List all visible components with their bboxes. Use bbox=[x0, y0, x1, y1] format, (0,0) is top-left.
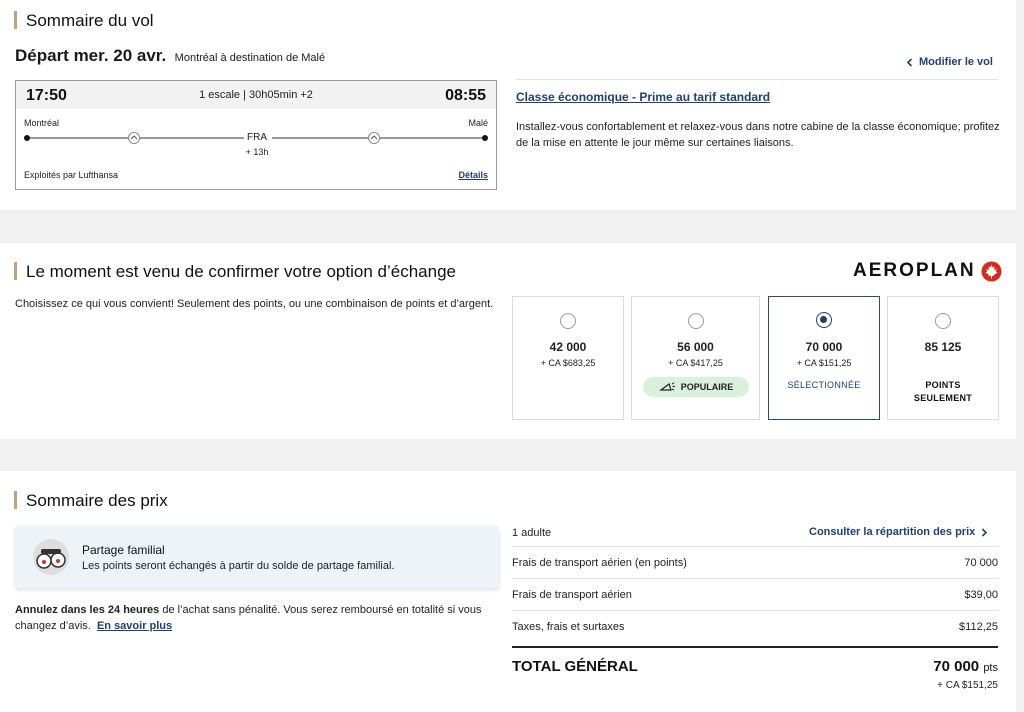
flight-times-header bbox=[16, 81, 496, 109]
stops-duration: 1 escale | 30h05min +2 bbox=[199, 89, 313, 101]
layover-duration: + 13h bbox=[245, 147, 269, 157]
modify-flight-link[interactable] bbox=[906, 56, 993, 68]
price-summary-title: Sommaire des prix bbox=[26, 491, 168, 510]
radio-button-selected[interactable] bbox=[816, 312, 832, 328]
price-row-value: 70 000 bbox=[964, 557, 998, 569]
family-sharing-banner bbox=[15, 526, 499, 588]
option-cash: + CA $151,25 bbox=[796, 358, 852, 368]
option-points: 70 000 bbox=[805, 340, 843, 354]
points-only-label-2: SEULEMENT bbox=[913, 393, 973, 403]
price-row-value: $112,25 bbox=[959, 621, 998, 633]
price-row-label: Taxes, frais et surtaxes bbox=[512, 621, 625, 633]
depart-time: 17:50 bbox=[26, 87, 67, 104]
section-accent-bar bbox=[14, 11, 17, 29]
divider bbox=[512, 578, 998, 579]
passenger-count: 1 adulte bbox=[512, 527, 552, 539]
avatar bbox=[33, 539, 69, 575]
learn-more-link[interactable]: En savoir plus bbox=[96, 620, 173, 632]
family-sharing-desc: Les points seront échangés à partir du solde de partage familial. bbox=[82, 560, 395, 572]
destination-city: Malé bbox=[468, 118, 488, 128]
selected-label: SÉLECTIONNÉE bbox=[787, 380, 861, 390]
redemption-description: Choisissez ce qui vous convient! Seulement des points, ou une combinaison de points et d’argent. bbox=[15, 298, 494, 310]
popular-badge-label: POPULAIRE bbox=[680, 382, 734, 392]
grand-total-points bbox=[933, 658, 998, 675]
price-row-label: Frais de transport aérien bbox=[512, 589, 632, 601]
arrive-time: 08:55 bbox=[445, 87, 486, 104]
option-points: 42 000 bbox=[549, 340, 587, 354]
popular-badge bbox=[643, 377, 749, 397]
option-cash: + CA $417,25 bbox=[668, 358, 723, 368]
cabin-description: Installez-vous confortablement et relaxez-vous dans notre cabine de la classe économique; profitez de la mise en attente le jour même sur certaines liaisons. bbox=[516, 121, 1000, 149]
redemption-option[interactable] bbox=[631, 296, 760, 420]
redemption-title: Le moment est venu de confirmer votre option d’échange bbox=[26, 262, 456, 281]
price-breakdown-link[interactable] bbox=[809, 526, 988, 538]
maple-leaf-icon bbox=[981, 261, 1002, 282]
section-accent-bar bbox=[14, 262, 17, 280]
section-accent-bar bbox=[14, 491, 17, 509]
option-cash: + CA $683,25 bbox=[540, 358, 596, 368]
divider bbox=[516, 79, 998, 80]
cancellation-bold: Annulez dans les 24 heures bbox=[15, 604, 160, 616]
option-points: 56 000 bbox=[677, 340, 714, 354]
flight-segment-box bbox=[15, 80, 497, 190]
redemption-card bbox=[0, 243, 1016, 439]
aeroplan-logo bbox=[853, 260, 1002, 282]
chevron-right-icon bbox=[981, 528, 988, 537]
radio-button[interactable] bbox=[560, 313, 576, 329]
radio-button[interactable] bbox=[688, 313, 704, 329]
route-text: Montréal à destination de Malé bbox=[174, 52, 326, 64]
departure-heading bbox=[15, 46, 325, 66]
details-link[interactable]: Détails bbox=[458, 170, 488, 180]
divider bbox=[512, 610, 998, 611]
stopover-airport: FRA bbox=[247, 132, 267, 143]
cabin-title-link[interactable]: Classe économique - Prime au tarif standard bbox=[516, 90, 771, 104]
redemption-option[interactable] bbox=[887, 296, 999, 420]
radio-button[interactable] bbox=[935, 313, 951, 329]
modify-flight-label: Modifier le vol bbox=[919, 56, 993, 68]
redemption-option-selected[interactable] bbox=[768, 296, 880, 420]
aeroplan-wordmark: AEROPLAN bbox=[853, 260, 976, 281]
grand-total-label: TOTAL GÉNÉRAL bbox=[512, 658, 638, 675]
megaphone-icon bbox=[659, 381, 677, 393]
flight-summary-card bbox=[0, 0, 1016, 210]
divider bbox=[512, 546, 998, 547]
departure-date: Départ mer. 20 avr. bbox=[15, 46, 167, 65]
total-divider bbox=[512, 646, 998, 648]
flight-summary-title: Sommaire du vol bbox=[26, 11, 154, 30]
option-points: 85 125 bbox=[924, 340, 962, 354]
price-breakdown-label: Consulter la répartition des prix bbox=[809, 526, 976, 538]
price-summary-card bbox=[0, 471, 1016, 712]
cancellation-text: de l’achat sans pénalité. Vous serez remboursé en totalité si vous changez d’avis. bbox=[15, 604, 482, 632]
grand-total-cash: + CA $151,25 bbox=[937, 680, 998, 691]
family-sharing-title: Partage familial bbox=[82, 543, 165, 557]
redemption-option[interactable] bbox=[512, 296, 624, 420]
chevron-left-icon bbox=[906, 58, 913, 67]
points-only-label-1: POINTS bbox=[925, 380, 961, 390]
grand-total-points-value: 70 000 bbox=[933, 658, 980, 675]
origin-city: Montréal bbox=[24, 118, 60, 128]
operated-by: Exploités par Lufthansa bbox=[24, 170, 119, 180]
points-unit: pts bbox=[983, 662, 998, 674]
price-row-label: Frais de transport aérien (en points) bbox=[512, 557, 687, 569]
cancellation-notice bbox=[15, 602, 495, 634]
price-row-value: $39,00 bbox=[964, 589, 998, 601]
